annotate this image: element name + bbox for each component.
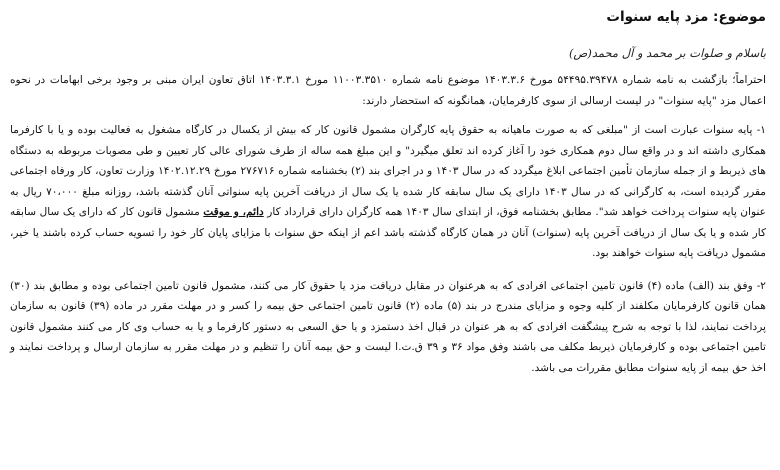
paragraph-1-text: ۱- پایه سنوات عبارت است از "مبلغی که به صورت ماهیانه به حقوق پایه کارگران مشمول قانون کار که بیش از یکسال در کارگاه مشغول به فعالیت بوده و یا با کارفرما همکاری داشته اند و در واقع سال دوم همکاری خود را آغاز کرده اند تعلق میگیرد" و این مبلغ همه ساله از طرف شورای عالی کار تعیین و طی مصوبات مربوطه به دستگاه های ذیربط و از جمله سازمان تأمین اجتماعی ابلاغ میگردد که در سال ۱۴۰۳ و در اجرای بند (۲) بخشنامه شماره ۲۷۶۷۱۶ مورخ ۱۴۰۲.۱۲.۲۹ وزارت تعاون، کار ورفاه اجتماعی مقرر گردیده است، به کارگرانی که در سال ۱۴۰۳ دارای یک سال سابقه کار شده یا یک سال از دریافت آخرین پایه سنواتی آنان گذشته باشد، روزانه مبلغ ۷۰،۰۰۰ ریال به عنوان پایه سنوات پرداخت خواهد شد". مطابق بخشنامه فوق، از ابتدای سال ۱۴۰۳ همه کارگران دارای قرارداد کار bbox=[10, 124, 766, 218]
letter-greeting: باسلام و صلوات بر محمد و آل محمد(ص) bbox=[568, 46, 766, 60]
paragraph-1 bbox=[10, 120, 766, 264]
contract-type-highlight: دائم، و موقت bbox=[203, 206, 264, 218]
letter-subject: موضوع: مزد پایه سنوات bbox=[606, 9, 766, 25]
letter-intro: احتراماً؛ بازگشت به نامه شماره ۵۴۴۹۵.۳۹۴۷۸ مورخ ۱۴۰۳.۳.۶ موضوع نامه شماره ۱۱۰۰۳.۳۵۱۰ مورخ ۱۴۰۳.۳.۱ اتاق تعاون ایران مبنی بر وجود برخی ابهامات در نحوه اعمال مزد "پایه سنوات" در لیست ارسالی از سوی کارفرمایان، همانگونه که استحضار دارند: bbox=[10, 74, 766, 107]
paragraph-1-text-continued: مشمول قانون کار که دارای یک سال سابقه کار شده و یا یک سال از دریافت آخرین پایه (سنوات) آنان در همان کارگاه گذشته باشد اعم از اینکه حق سنوات با مزایای پایان کار خود را تسویه حساب کرده باشند یا خیر، مشمول دریافت پایه سنوات خواهند بود. bbox=[10, 206, 766, 259]
paragraph-2: ۲- وفق بند (الف) ماده (۴) قانون تامین اجتماعی افرادی که به هرعنوان در مقابل دریافت مزد یا حقوق کار می کنند، مشمول قانون تامین اجتماعی بوده و مطابق بند (۳۰) همان قانون کارفرمایان مکلفند از کلیه وجوه و مزایای مندرج در بند (۵) ماده (۲) قانون تامین اجتماعی حق بیمه را کسر و در مهلت مقرر در ماده (۳۹) قانون به سازمان پرداخت نمایند، لذا با توجه به شرح پیشگفت افرادی که به هر عنوان در قبال اخذ دستمزد و یا حق السعی به دستور کارفرما و یا به حساب وی کار می کنند مشمول قانون تامین اجتماعی بوده و کارفرمایان ذیربط مکلف می باشند وفق مواد ۳۶ و ۳۹ ق.ت.ا لیست و حق بیمه آنان را تنظیم و در مهلت مقرر به سازمان ارسال و پرداخت نمایند و اخذ حق بیمه از پایه سنوات مطابق مقررات می باشد. bbox=[10, 279, 767, 374]
